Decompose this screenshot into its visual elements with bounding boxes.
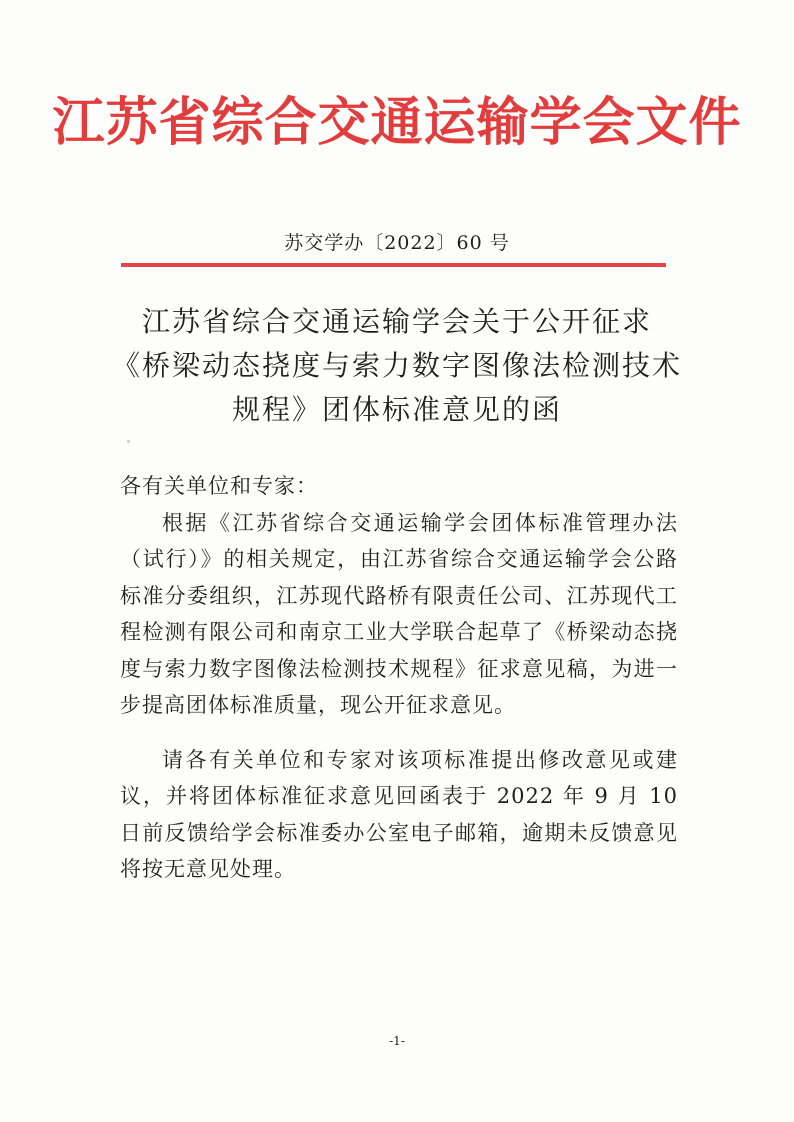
- letter-title-line-1: 江苏省综合交通运输学会关于公开征求: [141, 305, 652, 338]
- body-paragraph-2: 请各有关单位和专家对该项标准提出修改意见或建议，并将团体标准征求意见回函表于 2022 年 9 月 10 日前反馈给学会标准委办公室电子邮箱，逾期未反馈意见将按无意见处理。: [120, 747, 678, 881]
- red-header-rule: [121, 263, 666, 267]
- issuer-header-title: 江苏省综合交通运输学会文件: [52, 92, 742, 153]
- letter-body: [120, 468, 678, 888]
- body-paragraph-1: 根据《江苏省综合交通运输学会团体标准管理办法（试行）》的相关规定，由江苏省综合交通运输学会公路标准分委组织，江苏现代路桥有限责任公司、江苏现代工程检测有限公司和南京工业大学联合起草了《桥梁动态挠度与索力数字图像法检测技术规程》征求意见稿，为进一步提高团体标准质量，现公开征求意见。: [120, 510, 678, 717]
- salutation: 各有关单位和专家：: [120, 474, 318, 498]
- page-number: -1-: [389, 1034, 405, 1048]
- letter-title: [100, 300, 694, 432]
- scan-speck: [127, 440, 130, 443]
- letter-title-line-2: 《桥梁动态挠度与索力数字图像法检测技术: [111, 349, 682, 382]
- letter-title-line-3: 规程》团体标准意见的函: [231, 393, 562, 426]
- document-number: 苏交学办〔2022〕60 号: [284, 232, 510, 254]
